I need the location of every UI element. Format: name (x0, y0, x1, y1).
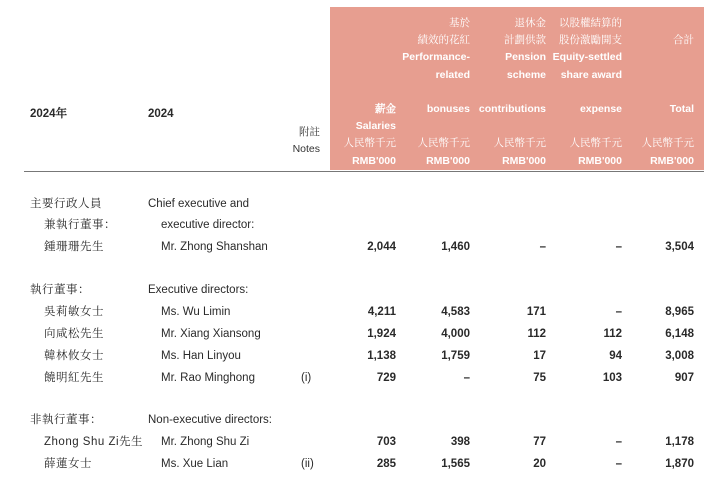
table-cell-value: 4,583 (441, 306, 470, 318)
table-cell-value: 17 (533, 350, 546, 362)
table-cell-value: 112 (603, 328, 622, 340)
table-cell-value: 1,178 (665, 436, 694, 448)
header-rule (24, 171, 704, 172)
table-cell-value: 1,460 (441, 241, 470, 253)
row-label-en: Ms. Han Linyou (161, 350, 241, 362)
table-cell-value: – (615, 306, 622, 318)
table-cell-value: 3,504 (665, 241, 694, 253)
column-header-0: 薪金 Salaries 人民幣千元 RMB'000 (343, 102, 396, 167)
table-cell-value: 112 (527, 328, 546, 340)
notes-header: 附註 Notes (292, 126, 320, 155)
row-label-zh: 向咸松先生 (44, 328, 104, 340)
row-label-en: Mr. Zhong Shanshan (161, 241, 268, 253)
table-cell-value: 20 (533, 458, 546, 470)
table-cell-value: 1,565 (441, 458, 470, 470)
table-cell-value: 4,211 (367, 306, 396, 318)
row-label-en: Mr. Xiang Xiansong (161, 328, 261, 340)
column-header-1: 基於 績效的花紅 Performance- related bonuses 人民幣千元 RMB'000 (402, 17, 470, 167)
row-label-en: Ms. Xue Lian (161, 458, 229, 470)
year-label-en: 2024 (148, 108, 174, 120)
row-label-zh: 兼執行董事： (44, 219, 116, 231)
table-cell-value: 3,008 (665, 350, 694, 362)
table-cell-value: 729 (376, 372, 396, 384)
table-cell-value: 285 (376, 458, 396, 470)
table-cell-value: 8,965 (665, 306, 694, 318)
row-label-en: Mr. Zhong Shu Zi (161, 436, 250, 448)
table-cell-value: 2,044 (367, 241, 396, 253)
table-cell-value: – (615, 436, 622, 448)
table-cell-value: 1,759 (441, 350, 470, 362)
table-cell-value: 1,924 (367, 328, 396, 340)
table-cell-value: 907 (674, 372, 694, 384)
section-title-zh: 非執行董事： (30, 414, 102, 426)
table-cell-value: 398 (450, 436, 470, 448)
table-cell-value: 103 (602, 372, 622, 384)
column-header-3: 以股權結算的 股份激勵開支 Equity-settled share award expense 人民幣千元 RMB'000 (552, 17, 622, 167)
table-cell-value: 1,138 (367, 350, 396, 362)
section-title-en: Executive directors: (148, 284, 249, 296)
table-cell-value: 6,148 (665, 328, 694, 340)
row-label-zh: 鍾珊珊先生 (44, 241, 104, 253)
year-label-zh: 2024年 (30, 108, 68, 120)
row-note: (ii) (301, 458, 314, 470)
table-cell-value: 1,870 (665, 458, 694, 470)
section-title-en: Chief executive and (148, 198, 250, 210)
table-cell-value: – (615, 241, 622, 253)
table-cell-value: – (615, 458, 622, 470)
table-cell-value: 75 (533, 372, 546, 384)
section-title-zh: 執行董事： (30, 284, 90, 296)
column-header-2: 退休金 計劃供款 Pension scheme contributions 人民幣千元 RMB'000 (478, 17, 546, 167)
column-header-4: 合計 Total 人民幣千元 RMB'000 (641, 34, 694, 167)
table-cell-value: – (463, 372, 470, 384)
section-title-zh: 主要行政人員 (30, 198, 102, 210)
table-cell-value: 171 (526, 306, 546, 318)
section-title-en: Non-executive directors: (148, 414, 272, 426)
row-label-zh: 薛蓮女士 (44, 458, 92, 470)
row-label-zh: 韓林攸女士 (44, 350, 104, 362)
table-cell-value: 4,000 (441, 328, 470, 340)
row-label-zh: 吳莉敏女士 (44, 306, 104, 318)
table-cell-value: 703 (376, 436, 396, 448)
row-label-en: Mr. Rao Minghong (161, 372, 255, 384)
row-label-en: executive director: (161, 219, 255, 231)
row-label-en: Ms. Wu Limin (161, 306, 231, 318)
row-label-zh: 饒明紅先生 (44, 372, 104, 384)
table-cell-value: 94 (609, 350, 622, 362)
table-cell-value: 77 (533, 436, 546, 448)
row-label-zh: Zhong Shu Zi先生 (44, 436, 144, 448)
row-note: (i) (301, 372, 312, 384)
table-cell-value: – (539, 241, 546, 253)
